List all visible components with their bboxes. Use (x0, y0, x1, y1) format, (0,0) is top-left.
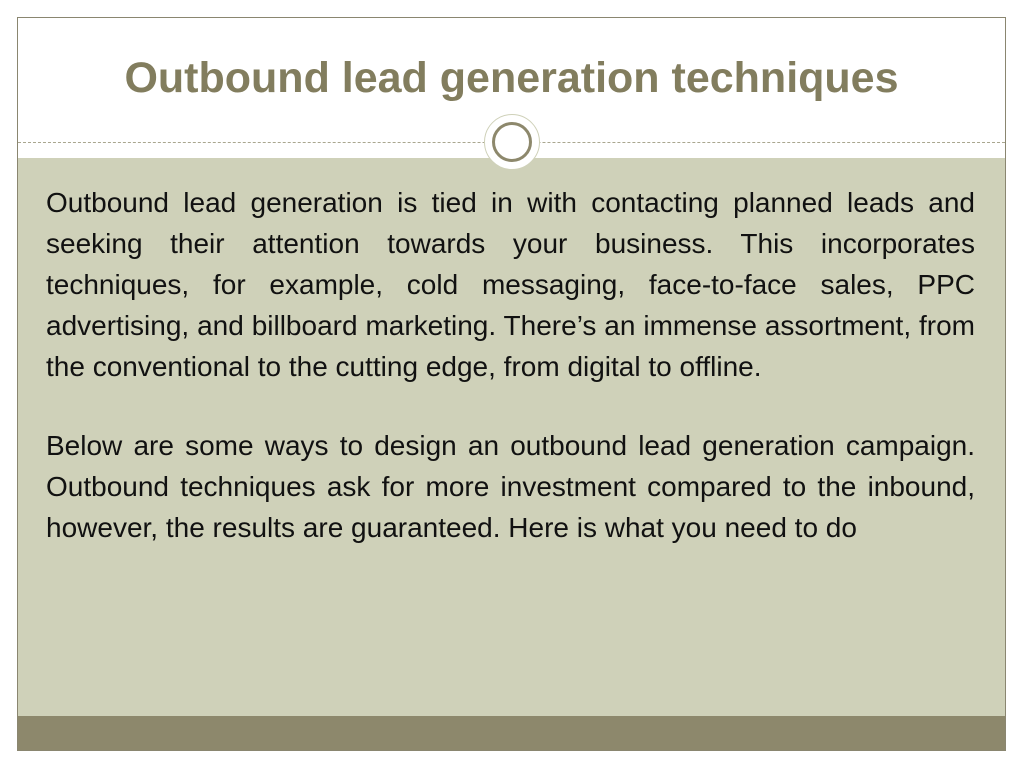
bottom-bar (18, 716, 1005, 751)
ring-inner (492, 122, 532, 162)
paragraph-1: Outbound lead generation is tied in with contacting planned leads and seeking their attention towards your business. This incorporates techniques, for example, cold messaging, face-to-face sales, PPC advertising, and billboard marketing. There’s an immense assortment, from the conventional to the cutting edge, from digital to offline. (46, 187, 975, 382)
slide-title: Outbound lead generation techniques (124, 54, 899, 102)
body-text (46, 182, 975, 586)
circle-ring-icon (484, 114, 540, 170)
paragraph-2: Below are some ways to design an outbound lead generation campaign. Outbound techniques ask for more investment compared to the inbound, however, the results are guaranteed. Here is what you need to do (46, 430, 975, 543)
slide (17, 17, 1006, 751)
